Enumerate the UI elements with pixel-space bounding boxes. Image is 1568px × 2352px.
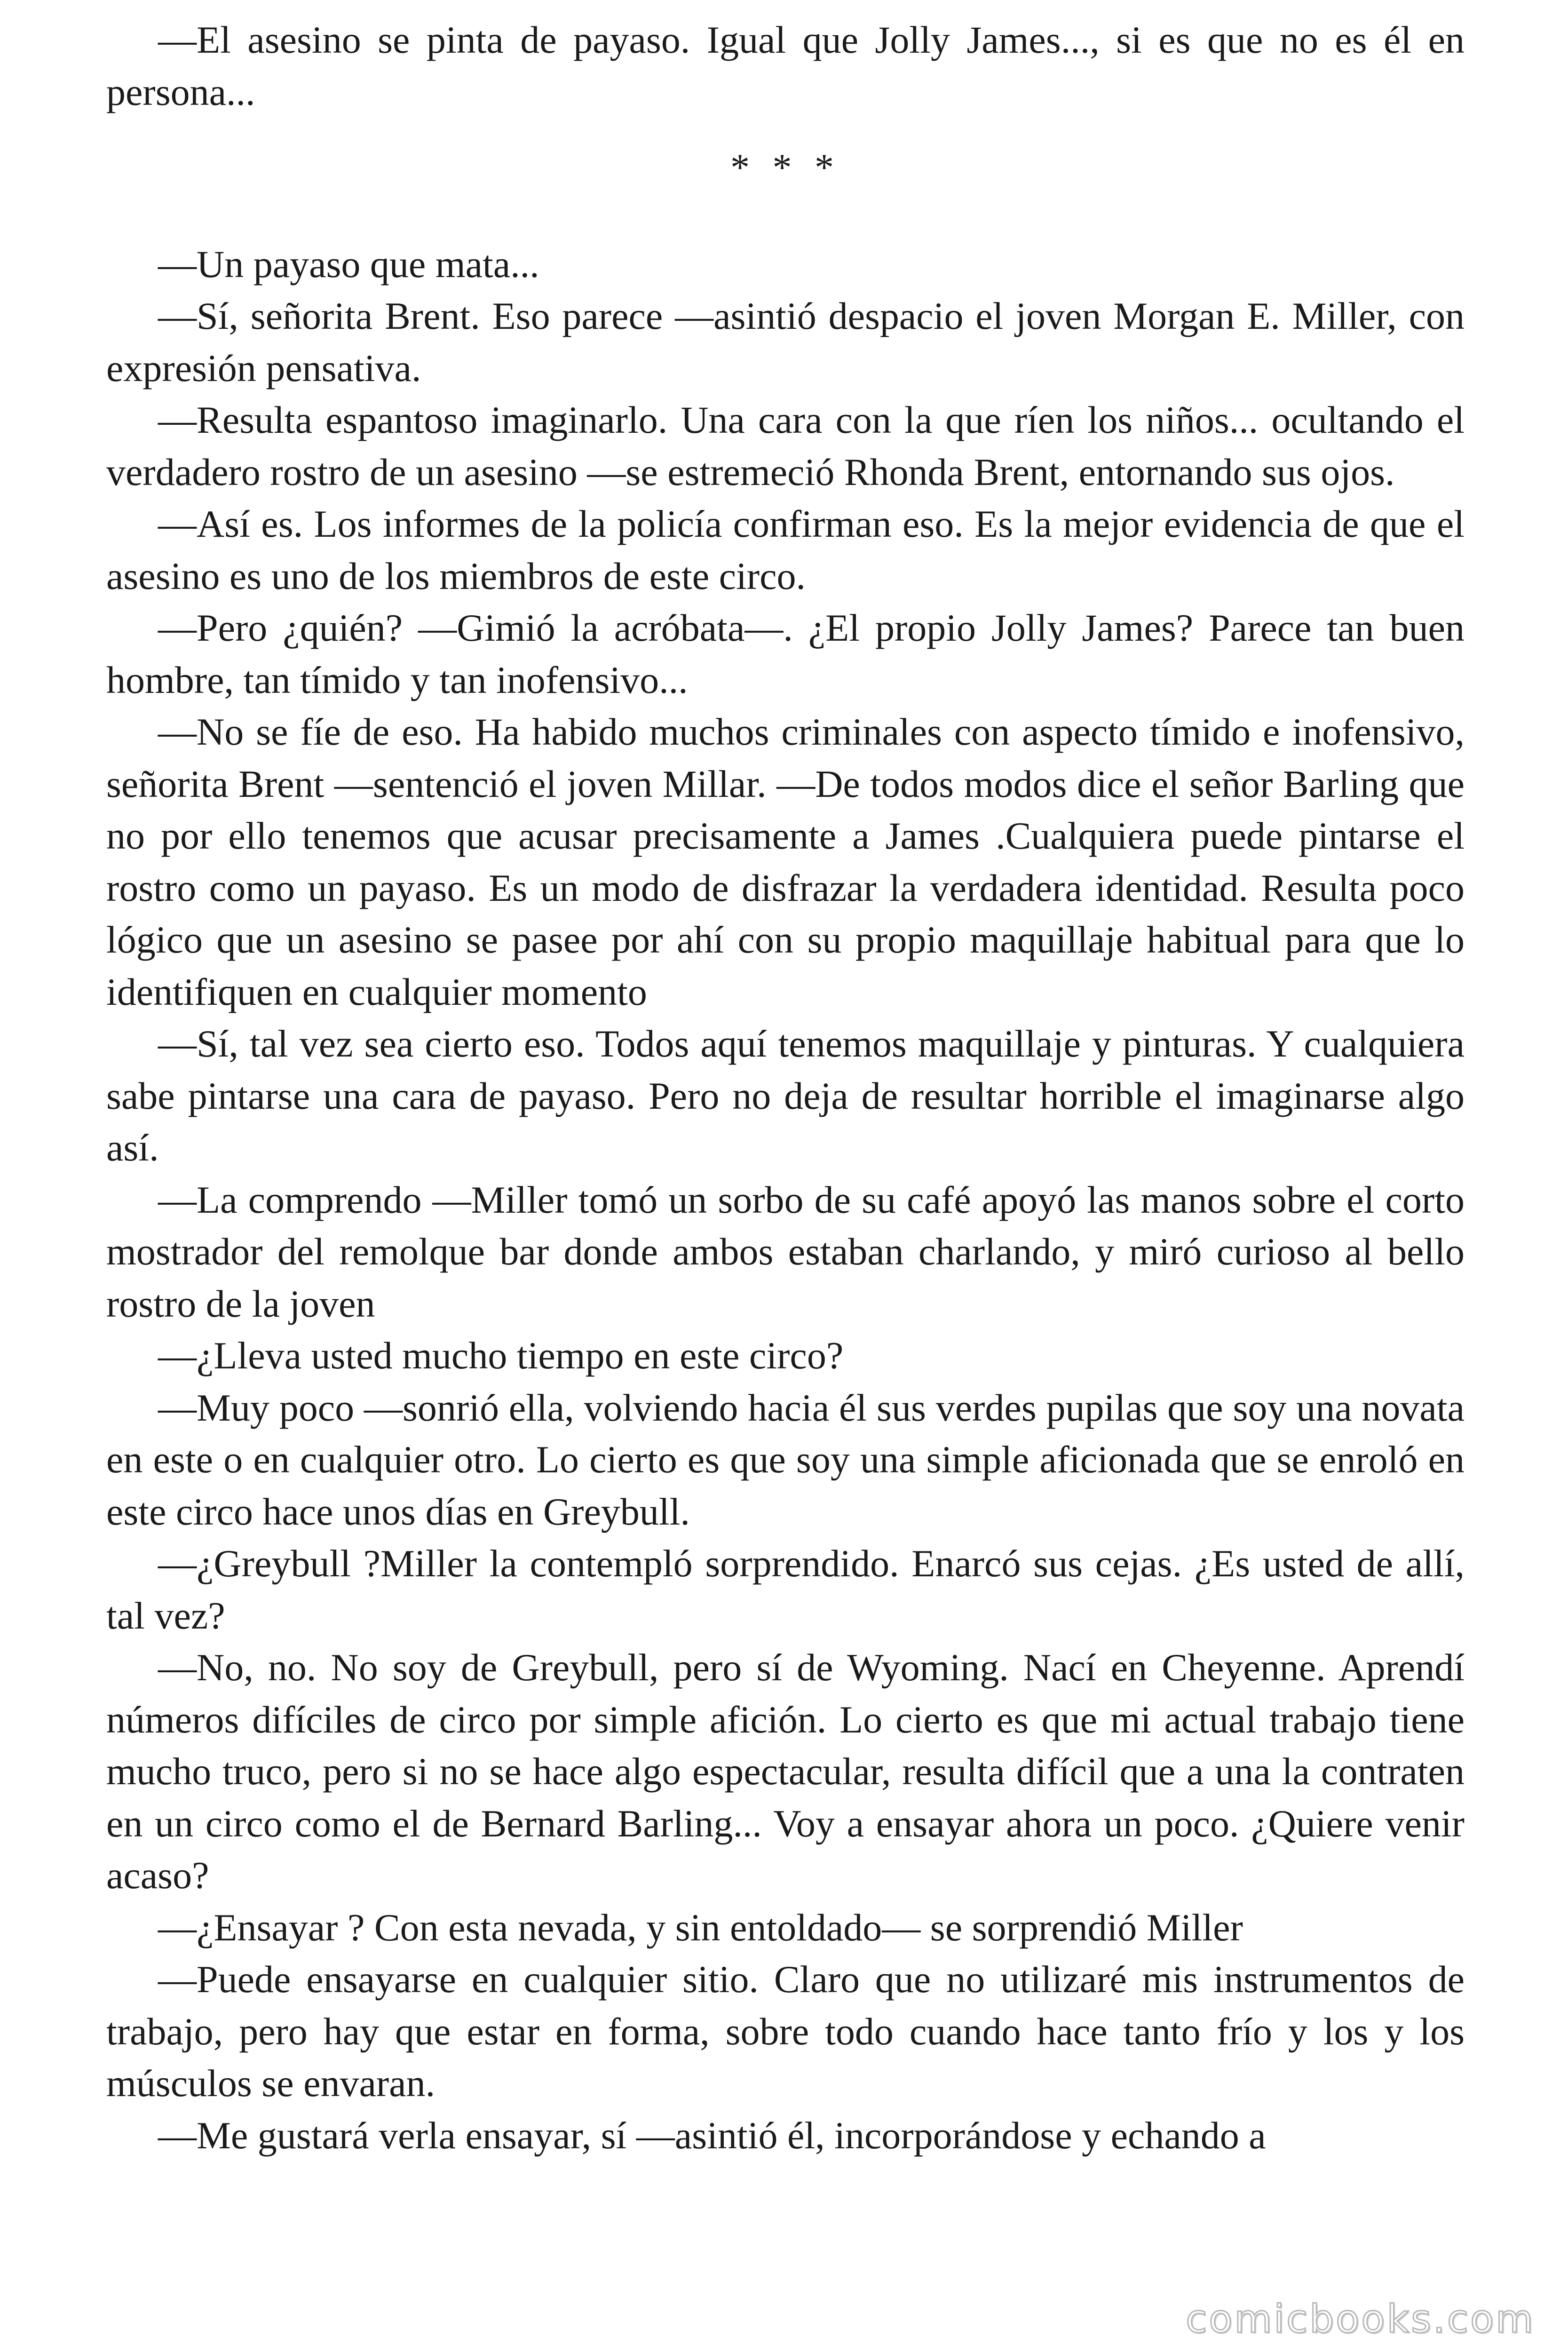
- paragraph: —No se fíe de eso. Ha habido muchos criminales con aspecto tímido e inofensivo, señorita Brent —sentenció el joven Millar. —De todos modos dice el señor Barling que no por ello tenemos que acusar precisamente a James .Cualquiera puede pintarse el rostro como un payaso. Es un modo de disfrazar la verdadera identidad. Resulta poco lógico que un asesino se pasee por ahí con su propio maquillaje habitual para que lo identifiquen en cualquier momento: [106, 710, 1465, 1013]
- watermark: comicbooks.com: [1186, 2297, 1535, 2342]
- paragraph: —Un payaso que mata...: [158, 242, 539, 286]
- paragraph: —Pero ¿quién? —Gimió la acróbata—. ¿El propio Jolly James? Parece tan buen hombre, tan tímido y tan inofensivo...: [106, 606, 1465, 701]
- paragraph: —El asesino se pinta de payaso. Igual que Jolly James..., si es que no es él en persona...: [106, 18, 1465, 113]
- paragraph: —¿Ensayar ? Con esta nevada, y sin entoldado— se sorprendió Miller: [158, 1906, 1243, 1949]
- paragraph: —Sí, señorita Brent. Eso parece —asintió despacio el joven Morgan E. Miller, con expresión pensativa.: [106, 294, 1465, 389]
- paragraph: —Muy poco —sonrió ella, volviendo hacia él sus verdes pupilas que soy una novata en este o en cualquier otro. Lo cierto es que soy una simple aficionada que se enroló en este circo hace unos días en Greybull.: [106, 1386, 1465, 1533]
- scene-separator: * * *: [730, 146, 840, 189]
- paragraph: —Así es. Los informes de la policía confirman eso. Es la mejor evidencia de que el asesino es uno de los miembros de este circo.: [106, 502, 1465, 597]
- paragraph: —¿Lleva usted mucho tiempo en este circo?: [158, 1334, 844, 1377]
- paragraph: —La comprendo —Miller tomó un sorbo de su café apoyó las manos sobre el corto mostrador del remolque bar donde ambos estaban charlando, y miró curioso al bello rostro de la joven: [106, 1178, 1465, 1325]
- paragraph: —Resulta espantoso imaginarlo. Una cara con la que ríen los niños... ocultando el verdadero rostro de un asesino —se estremeció Rhonda Brent, entornando sus ojos.: [106, 398, 1465, 493]
- paragraph: —Sí, tal vez sea cierto eso. Todos aquí tenemos maquillaje y pinturas. Y cualquiera sabe pintarse una cara de payaso. Pero no deja de resultar horrible el imaginarse algo así.: [106, 1022, 1465, 1169]
- paragraph: —¿Greybull ?Miller la contempló sorprendido. Enarcó sus cejas. ¿Es usted de allí, tal vez?: [106, 1542, 1465, 1637]
- paragraph: —Puede ensayarse en cualquier sitio. Claro que no utilizaré mis instrumentos de trabajo, pero hay que estar en forma, sobre todo cuando hace tanto frío y los y los músculos se envaran.: [106, 1958, 1465, 2105]
- page-text: [106, 14, 1465, 2161]
- paragraph: —Me gustará verla ensayar, sí —asintió él, incorporándose y echando a: [158, 2114, 1266, 2157]
- paragraph: —No, no. No soy de Greybull, pero sí de Wyoming. Nací en Cheyenne. Aprendí números difíciles de circo por simple afición. Lo cierto es que mi actual trabajo tiene mucho truco, pero si no se hace algo espectacular, resulta difícil que a una la contraten en un circo como el de Bernard Barling... Voy a ensayar ahora un poco. ¿Quiere venir acaso?: [106, 1646, 1465, 1897]
